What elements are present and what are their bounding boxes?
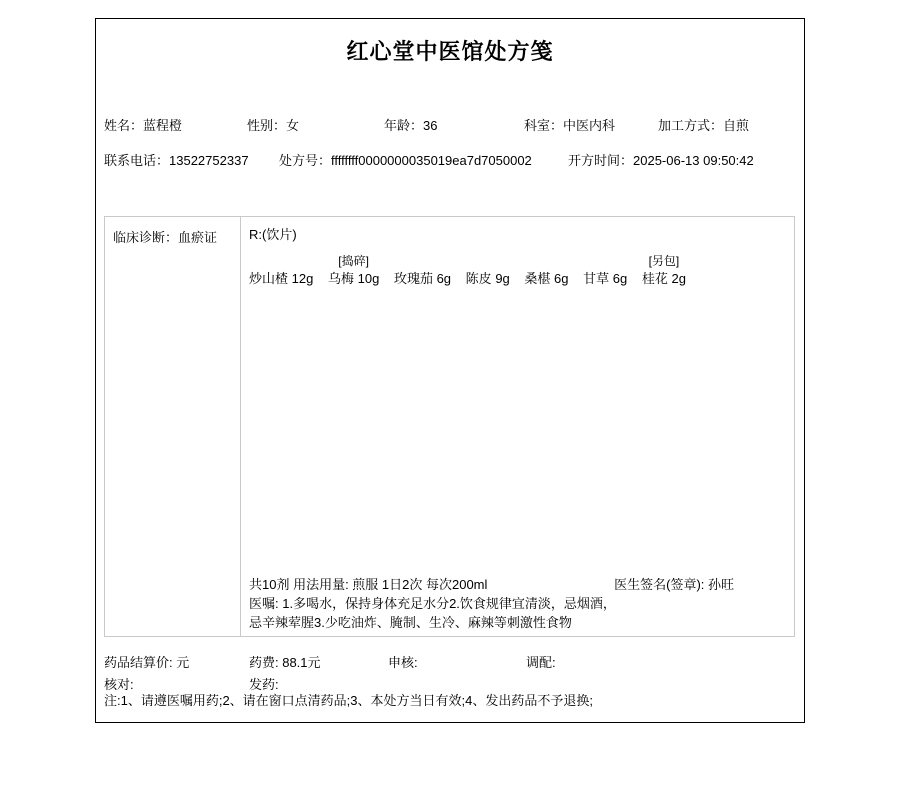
- herb-name-dose: [642, 270, 686, 287]
- herb-name: 甘草: [583, 271, 610, 286]
- herb-name-dose: [394, 270, 451, 287]
- phone-label: 联系电话：: [104, 153, 170, 168]
- review-field: 申核:: [388, 655, 418, 670]
- dosage-line: 共10剂 用法用量: 煎服 1日2次 每次200ml: [249, 577, 488, 592]
- rx-number-field: [279, 153, 532, 169]
- medical-advice-line-1: 医嘱: 1.多喝水，保持身体充足水分2.饮食规律宜清淡，忌烟酒，: [249, 596, 616, 611]
- herb-item: [524, 253, 568, 287]
- page-title: 红心堂中医馆处方笺: [346, 39, 554, 64]
- rx-number-value: ffffffff0000000035019ea7d7050002: [331, 153, 532, 168]
- department-label: 科室：: [524, 118, 564, 133]
- patient-info-row-1: [96, 118, 804, 134]
- department-value: 中医内科: [563, 118, 616, 133]
- rx-time-field: [568, 153, 754, 169]
- settlement-price-field: 药品结算价: 元: [104, 655, 190, 670]
- herb-name-dose: [524, 270, 568, 287]
- prescription-table: [104, 216, 795, 637]
- name-value: 蓝程橙: [143, 118, 183, 133]
- dispense-field: 发药:: [249, 677, 279, 692]
- name-label: 姓名：: [104, 118, 144, 133]
- herb-item: [394, 253, 451, 287]
- rx-type-header: R:(饮片): [249, 227, 297, 242]
- prescription-page: [95, 18, 805, 723]
- medical-advice-line-2: 忌辛辣荤腥3.少吃油炸、腌制、生冷、麻辣等刺激性食物: [249, 615, 572, 630]
- herb-item: [583, 253, 627, 287]
- herb-name-dose: [328, 270, 379, 287]
- herb-dose: 12g: [291, 271, 314, 286]
- gender-label: 性别：: [247, 118, 287, 133]
- processing-method-value: 自煎: [723, 118, 750, 133]
- compound-field: 调配:: [526, 655, 556, 670]
- age-field: [384, 118, 437, 134]
- rx-time-value: 2025-06-13 09:50:42: [633, 153, 754, 168]
- herb-item: [249, 253, 313, 287]
- herb-name-dose: [583, 270, 627, 287]
- rx-bottom-block: [249, 575, 786, 632]
- diagnosis-cell: [105, 217, 241, 636]
- herb-note: [466, 253, 510, 270]
- age-label: 年龄：: [384, 118, 424, 133]
- herb-dose: 2g: [671, 271, 686, 286]
- herb-note: [另包]: [648, 254, 680, 268]
- doctor-signature: 医生签名(签章): 孙旺: [614, 577, 734, 592]
- herb-dose: 6g: [436, 271, 452, 286]
- herb-name: 桑椹: [524, 271, 551, 286]
- herb-dose: 9g: [495, 271, 510, 286]
- processing-method-field: [658, 118, 749, 134]
- herb-dose: 10g: [357, 271, 380, 286]
- herb-dose: 6g: [612, 271, 628, 286]
- herb-note: [捣碎]: [338, 254, 369, 268]
- herb-name: 陈皮: [465, 271, 492, 286]
- herb-item: [328, 253, 379, 287]
- herb-name-dose: [249, 270, 313, 287]
- herb-note: [249, 253, 313, 270]
- herb-note: [394, 253, 451, 270]
- herb-name: 玫瑰茄: [393, 271, 433, 286]
- patient-info-row-2: [96, 153, 804, 169]
- herb-note: [583, 253, 627, 270]
- herb-list: [249, 253, 786, 287]
- herb-dose: 6g: [554, 271, 569, 286]
- herb-name: 炒山楂: [249, 271, 289, 286]
- herb-name: 乌梅: [327, 271, 354, 286]
- name-field: [104, 118, 182, 134]
- herb-name-dose: [466, 270, 510, 287]
- footer-notes: 注:1、请遵医嘱用药;2、请在窗口点清药品;3、本处方当日有效;4、发出药品不予退换;: [104, 693, 593, 708]
- herb-note: [524, 253, 568, 270]
- rx-cell: [241, 217, 794, 636]
- rx-number-label: 处方号：: [279, 153, 332, 168]
- gender-field: [247, 118, 299, 134]
- department-field: [524, 118, 615, 134]
- age-value: 36: [423, 118, 438, 133]
- dosage-row: [249, 575, 786, 594]
- herb-item: [642, 253, 686, 287]
- diagnosis-value: 血瘀证: [178, 230, 218, 245]
- phone-value: 13522752337: [169, 153, 249, 168]
- herb-item: [466, 253, 510, 287]
- gender-value: 女: [286, 118, 300, 133]
- processing-method-label: 加工方式：: [658, 118, 724, 133]
- phone-field: [104, 153, 249, 169]
- diagnosis-label: 临床诊断：: [113, 230, 179, 245]
- check-field: 核对:: [104, 677, 134, 692]
- herb-name: 桂花: [641, 271, 668, 286]
- rx-time-label: 开方时间：: [568, 153, 634, 168]
- medicine-fee-field: 药费: 88.1元: [249, 655, 321, 670]
